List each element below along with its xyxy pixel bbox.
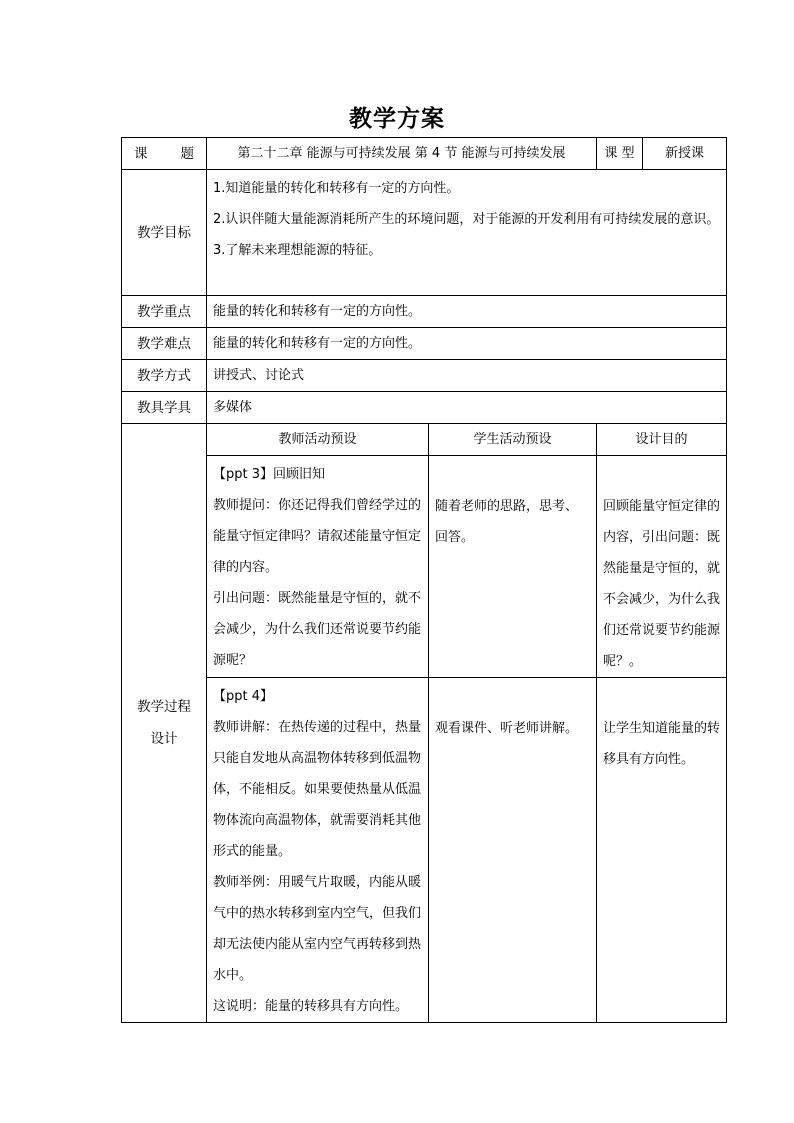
topic-row [122, 138, 727, 170]
teacher-activity-line: 教师提问：你还记得我们曾经学过的能量守恒定律吗？请叙述能量守恒定律的内容。 [213, 498, 422, 575]
method-label: 教学方式 [122, 360, 207, 392]
goal-item-2: 2.认识伴随大量能源消耗所产生的环境问题，对于能源的开发利用有可持续发展的意识。 [213, 212, 720, 227]
topic-value: 第二十二章 能源与可持续发展 第 4 节 能源与可持续发展 [207, 138, 597, 170]
tools-value: 多媒体 [207, 392, 727, 424]
process-label [122, 424, 207, 1023]
teacher-activity-line: 教师讲解：在热传递的过程中，热量只能自发地从高温物体转移到低温物体，不能相反。如果要使热量从低温物体流向高温物体，就需要消耗其他形式的能量。 [213, 720, 422, 859]
process-row-1 [122, 456, 727, 678]
difficulty-value: 能量的转化和转移有一定的方向性。 [207, 328, 727, 360]
method-value: 讲授式、讨论式 [207, 360, 727, 392]
difficulty-row [122, 328, 727, 360]
column-header-student: 学生活动预设 [429, 424, 597, 456]
teacher-activity-line: 【ppt 4】 [213, 689, 274, 704]
student-activity-2 [429, 678, 597, 1023]
teacher-activity-line: 这说明：能量的转移具有方向性。 [213, 999, 409, 1014]
goals-label: 教学目标 [122, 170, 207, 296]
tools-label: 教具学具 [122, 392, 207, 424]
method-row [122, 360, 727, 392]
key-point-row [122, 296, 727, 328]
goal-item-3: 3.了解未来理想能源的特征。 [213, 243, 382, 258]
key-point-label: 教学重点 [122, 296, 207, 328]
design-purpose-2 [597, 678, 727, 1023]
goals-row [122, 170, 727, 296]
design-purpose-text: 让学生知道能量的转移具有方向性。 [603, 721, 721, 767]
key-point-value: 能量的转化和转移有一定的方向性。 [207, 296, 727, 328]
teacher-activity-line: 【ppt 3】回顾旧知 [213, 467, 326, 482]
difficulty-label: 教学难点 [122, 328, 207, 360]
process-label-line1: 教学过程 [137, 699, 191, 715]
tools-row [122, 392, 727, 424]
goal-item-1: 1.知道能量的转化和转移有一定的方向性。 [213, 181, 460, 196]
process-label-line2: 设计 [150, 731, 178, 747]
design-purpose-1 [597, 456, 727, 678]
teacher-activity-line: 引出问题：既然能量是守恒的，就不会减少，为什么我们还常说要节约能源呢？ [213, 591, 422, 668]
student-activity-text: 观看课件、听老师讲解。 [435, 721, 579, 736]
process-row-2 [122, 678, 727, 1023]
teacher-activity-line: 教师举例：用暖气片取暖，内能从暖气中的热水转移到室内空气，但我们却无法使内能从室内空气再转移到热水中。 [213, 875, 422, 983]
student-activity-1 [429, 456, 597, 678]
type-value: 新授课 [643, 138, 727, 170]
type-label: 课 型 [597, 138, 643, 170]
student-activity-text: 随着老师的思路，思考、回答。 [435, 499, 579, 545]
goals-content [207, 170, 727, 296]
topic-label: 课 题 [122, 138, 207, 170]
lesson-plan-table [121, 137, 727, 1023]
column-header-teacher: 教师活动预设 [207, 424, 429, 456]
process-header-row [122, 424, 727, 456]
design-purpose-text: 回顾能量守恒定律的内容，引出问题：既然能量是守恒的，就不会减少，为什么我们还常说要节约能源呢？。 [603, 499, 721, 669]
teacher-activity-1 [207, 456, 429, 678]
teacher-activity-2 [207, 678, 429, 1023]
document-title: 教学方案 [349, 106, 445, 132]
column-header-purpose: 设计目的 [597, 424, 727, 456]
